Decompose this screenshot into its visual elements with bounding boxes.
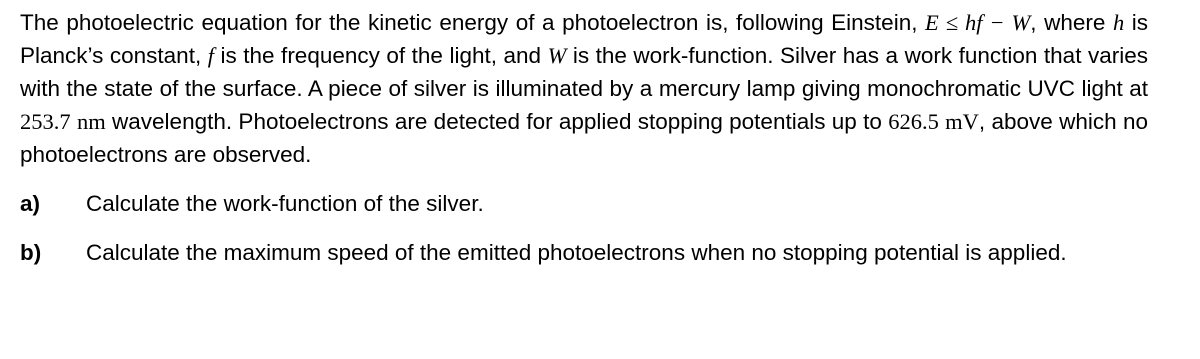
intro-text-3: is Planck’s constant,: [20, 10, 1148, 68]
intro-text-7: , above which no photoelectrons are observed.: [20, 109, 1148, 167]
intro-text-6: wavelength. Photoelectrons are detected for applied stopping potentials up to: [105, 109, 889, 134]
planck-symbol: h: [1112, 10, 1125, 35]
intro-text-5: is the work-function. Silver has a work function that varies with the state of the surface. A piece of silver is illuminated by a mercury lamp giving monochromatic UVC light at: [20, 43, 1148, 101]
part-a-label: a): [20, 191, 41, 216]
part-b-label: b): [20, 240, 42, 265]
intro-text-2: , where: [1030, 10, 1113, 35]
question-part-a: [20, 187, 1148, 220]
question-part-b: [20, 236, 1148, 269]
question-intro: [20, 6, 1148, 171]
wavelength-value: 253.7: [20, 109, 71, 134]
work-function-symbol: W: [547, 43, 567, 68]
intro-text-4: is the frequency of the light, and: [213, 43, 548, 68]
einstein-inequality: E ≤ hf − W: [925, 10, 1031, 35]
potential-value: 626.5: [888, 109, 939, 134]
frequency-symbol: f: [207, 43, 214, 68]
part-a-text: Calculate the work-function of the silver.: [86, 191, 484, 216]
intro-text-1: The photoelectric equation for the kinetic energy of a photoelectron is, following Einstein,: [20, 10, 926, 35]
question-document: [20, 6, 1148, 285]
question-parts: [20, 187, 1148, 269]
part-b-text: Calculate the maximum speed of the emitted photoelectrons when no stopping potential is applied.: [86, 240, 1067, 265]
wavelength-unit: nm: [76, 109, 106, 134]
potential-unit: mV: [945, 109, 979, 134]
